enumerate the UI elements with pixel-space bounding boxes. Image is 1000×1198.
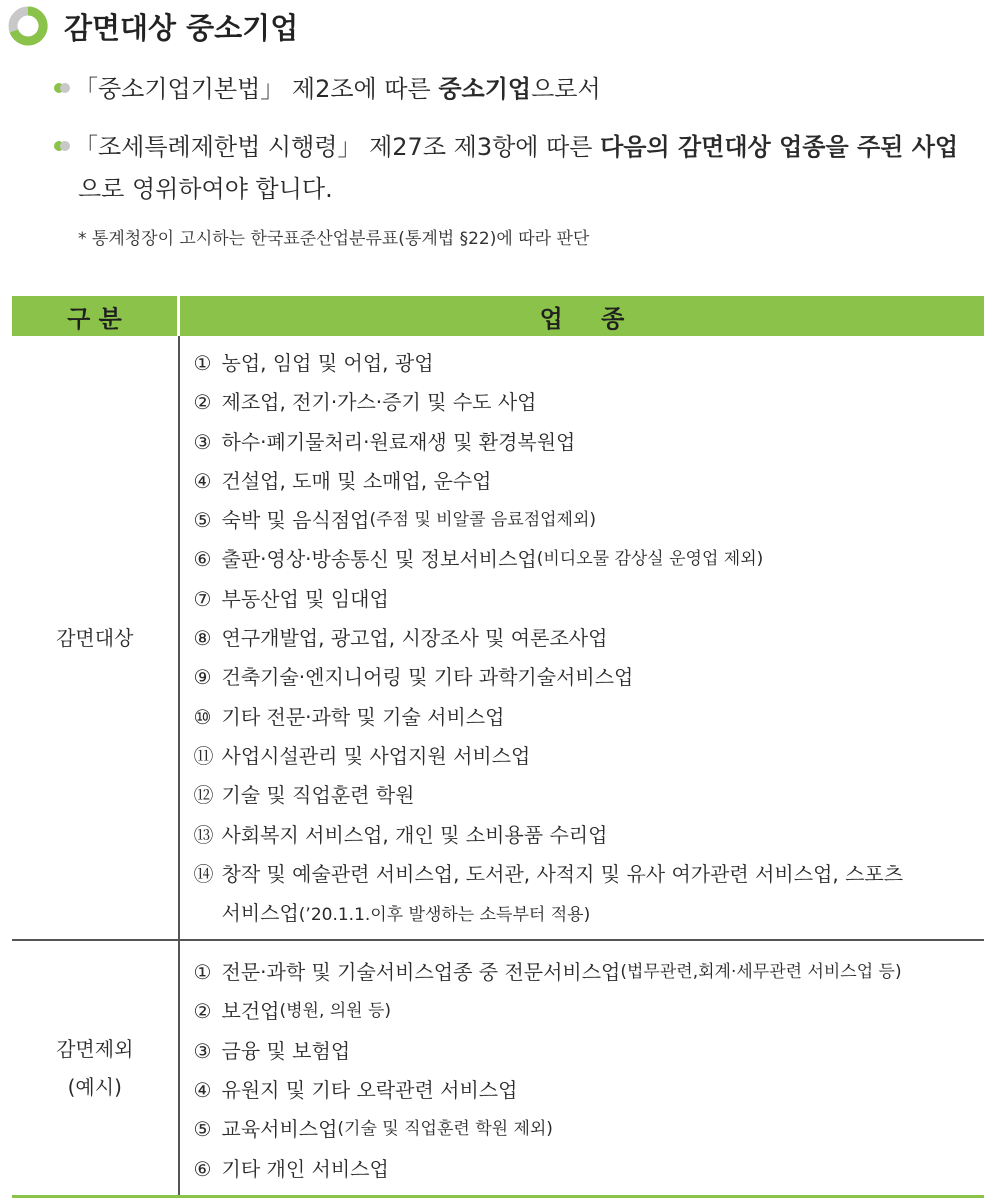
list-item <box>194 737 985 776</box>
item-text: 건설업, 도매 및 소매업, 운수업 <box>221 468 492 493</box>
category-label: 감면대상 <box>56 625 134 650</box>
bullet-dot-icon <box>54 83 70 93</box>
item-text: 부동산업 및 임대업 <box>221 586 389 611</box>
item-number: ① <box>193 351 212 375</box>
list-item <box>194 383 985 422</box>
table-row <box>12 940 984 1196</box>
item-text: 서비스업 <box>221 901 299 926</box>
row-category <box>12 940 179 1196</box>
item-note: (기술 및 직업훈련 학원 제외) <box>337 1119 553 1140</box>
item-note: (법무관련,회계·세무관련 서비스업 등) <box>620 962 902 983</box>
list-item <box>194 580 985 619</box>
list-item <box>194 776 985 815</box>
bullet-2-line2: 으로 영위하여야 합니다. <box>78 175 333 203</box>
item-number: ③ <box>193 429 212 454</box>
bullet-1-suffix: 으로서 <box>531 75 601 103</box>
item-text: 창작 및 예술관련 서비스업, 도서관, 사적지 및 유사 여가관련 서비스업, 스포츠 <box>221 861 904 886</box>
item-text: 보건업 <box>221 999 280 1024</box>
item-text: 사회복지 서비스업, 개인 및 소비용품 수리업 <box>221 822 608 847</box>
bullet-1-bold: 중소기업 <box>438 75 532 103</box>
bullet-2 <box>54 130 958 164</box>
item-text: 연구개발업, 광고업, 시장조사 및 여론조사업 <box>221 626 608 651</box>
item-number: ⑤ <box>193 508 212 533</box>
item-list <box>180 941 985 1195</box>
bullet-2-text: 「조세특례제한법 시행령」 제27조 제3항에 따른 <box>74 133 601 161</box>
item-number: ② <box>193 390 212 415</box>
item-number: ⑦ <box>193 586 212 611</box>
item-number: ① <box>193 960 212 985</box>
item-number: ⑬ <box>193 822 214 847</box>
item-number: ⑥ <box>193 547 212 572</box>
item-number: ② <box>193 999 212 1024</box>
bullet-1-text: 「중소기업기본법」 제2조에 따른 <box>74 75 439 103</box>
item-text: 출판·영상·방송통신 및 정보서비스업 <box>221 547 537 572</box>
bullet-dot-icon <box>54 141 70 151</box>
table-row <box>12 336 984 940</box>
item-number: ⑩ <box>193 704 212 729</box>
item-text: 유원지 및 기타 오락관련 서비스업 <box>221 1078 518 1103</box>
item-text: 하수·폐기물처리·원료재생 및 환경복원업 <box>221 429 576 454</box>
item-text: 숙박 및 음식점업 <box>221 508 370 533</box>
item-number: ⑥ <box>193 1156 212 1181</box>
item-number: ⑧ <box>193 626 212 651</box>
list-item <box>194 698 985 737</box>
list-item <box>194 1110 985 1149</box>
item-note: (’20.1.1.이후 발생하는 소득부터 적용) <box>298 905 591 926</box>
item-text: 전문·과학 및 기술서비스업종 중 전문서비스업 <box>221 960 621 985</box>
list-item <box>194 462 985 501</box>
item-text: 사업시설관리 및 사업지원 서비스업 <box>221 743 531 768</box>
item-text: 금융 및 보험업 <box>221 1038 351 1063</box>
list-item <box>194 992 985 1031</box>
list-item <box>194 816 985 855</box>
ring-logo-icon <box>8 6 48 46</box>
row-category <box>12 336 179 940</box>
item-text: 기타 전문·과학 및 기술 서비스업 <box>221 704 505 729</box>
item-text: 제조업, 전기·가스·증기 및 수도 사업 <box>221 390 537 415</box>
item-note: (병원, 의원 등) <box>279 1001 392 1022</box>
item-text: 교육서비스업 <box>221 1117 338 1142</box>
list-item <box>194 658 985 697</box>
item-text: 기타 개인 서비스업 <box>221 1156 389 1181</box>
item-text: 기술 및 직업훈련 학원 <box>221 783 415 808</box>
item-note: (주점 및 비알콜 음료점업제외) <box>369 510 597 531</box>
list-item <box>194 423 985 462</box>
item-note: (비디오물 감상실 운영업 제외) <box>536 549 764 570</box>
header-industry: 업 종 <box>179 296 985 336</box>
item-list <box>180 336 985 939</box>
item-text: 농업, 임업 및 어업, 광업 <box>221 351 434 375</box>
item-number: ⑫ <box>193 783 214 808</box>
row-items <box>179 940 985 1196</box>
footnote: * 통계청장이 고시하는 한국표준산업분류표(통계법 §22)에 따라 판단 <box>78 229 590 249</box>
list-item <box>194 619 985 658</box>
list-item <box>194 953 985 992</box>
item-number: ④ <box>193 1078 212 1103</box>
row-items <box>179 336 985 940</box>
list-item <box>194 540 985 579</box>
item-number: ⑨ <box>193 665 212 690</box>
item-number: ⑪ <box>193 743 214 768</box>
list-item <box>194 855 985 894</box>
industry-table <box>12 296 984 1198</box>
list-item-continuation <box>194 894 985 935</box>
header-category: 구 분 <box>12 296 179 336</box>
table-header-row <box>12 296 984 336</box>
list-item <box>194 344 985 383</box>
list-item <box>194 1150 985 1189</box>
item-number: ⑤ <box>193 1117 212 1142</box>
category-label: 감면제외 <box>56 1037 134 1062</box>
item-number: ④ <box>193 468 212 493</box>
list-item <box>194 1032 985 1071</box>
bullet-2-bold: 다음의 감면대상 업종을 주된 사업 <box>600 133 959 161</box>
category-sublabel: (예시) <box>67 1075 122 1100</box>
list-item <box>194 501 985 540</box>
item-number: ③ <box>193 1038 212 1063</box>
bullet-1 <box>54 72 601 106</box>
section-header <box>8 4 298 48</box>
page-title: 감면대상 중소기업 <box>64 10 299 45</box>
list-item <box>194 1071 985 1110</box>
item-number: ⑭ <box>193 861 214 886</box>
item-text: 건축기술·엔지니어링 및 기타 과학기술서비스업 <box>221 665 634 690</box>
